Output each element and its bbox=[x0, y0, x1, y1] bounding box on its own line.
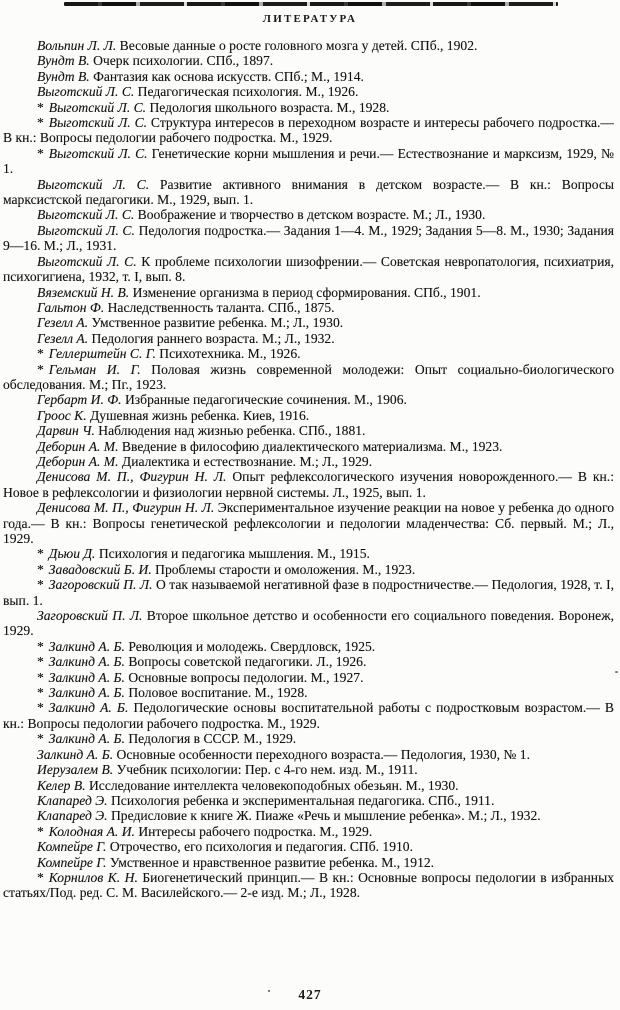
entry-author: Вундт В. bbox=[37, 68, 90, 84]
entry-text: Умственное и нравственное развитие ребенка. М., 1912. bbox=[106, 854, 435, 870]
entry-author: Колодная А. И. bbox=[48, 823, 135, 839]
bib-entry bbox=[3, 747, 614, 762]
bib-entry bbox=[3, 315, 614, 330]
bib-entry bbox=[3, 731, 614, 746]
bib-entry bbox=[3, 100, 614, 115]
entry-star-marker: * bbox=[37, 561, 44, 577]
entry-author: Выготский Л. С. bbox=[37, 222, 135, 238]
bib-entry bbox=[3, 778, 614, 793]
entry-author: Компейре Г. bbox=[37, 839, 107, 855]
entry-text: Основные вопросы педологии. М., 1927. bbox=[124, 669, 364, 685]
entry-text: Отрочество, его психология и педагогия. СПб. 1910. bbox=[106, 839, 413, 855]
entry-author: Денисова М. П., Фигурин Н. Л. bbox=[37, 469, 227, 485]
entry-star-marker: * bbox=[37, 99, 44, 115]
entry-text: Педология в СССР. М., 1929. bbox=[124, 731, 297, 747]
entry-author: Залкинд А. Б. bbox=[48, 669, 125, 685]
entry-text: Очерк психологии. СПб., 1897. bbox=[89, 53, 274, 69]
entry-author: Выготский Л. С. bbox=[37, 84, 135, 100]
bib-entry bbox=[3, 177, 614, 208]
entry-author: Залкинд А. Б. bbox=[48, 654, 125, 670]
bib-entry bbox=[3, 808, 614, 823]
entry-star-marker: * bbox=[37, 638, 44, 654]
bib-entry bbox=[3, 855, 614, 870]
entry-author: Залкинд А. Б. bbox=[48, 685, 125, 701]
entry-text: Педология школьного возраста. М., 1928. bbox=[146, 99, 390, 115]
entry-star-marker: * bbox=[37, 700, 44, 716]
entry-star-marker: * bbox=[37, 577, 44, 593]
bib-entry bbox=[3, 362, 614, 393]
entry-author: Корнилов К. Н. bbox=[48, 869, 138, 885]
entry-text: Половая жизнь современной молодежи: Опыт социально-биологического обследования. М.; Пг., 1923. bbox=[3, 361, 614, 392]
entry-author: Келер В. bbox=[37, 777, 86, 793]
entry-author: Залкинд А. Б. bbox=[48, 638, 125, 654]
entry-author: Деборин А. М. bbox=[37, 453, 119, 469]
bibliography bbox=[3, 38, 614, 901]
bib-entry bbox=[3, 839, 614, 854]
entry-text: Структура интересов в переходном возрасте и интересы рабочего подростка.— В кн.: Вопросы педологии рабочего подростка. М., 1929. bbox=[3, 115, 614, 146]
entry-author: Выготский Л. С. bbox=[37, 253, 137, 269]
entry-text: К проблеме психологии шизофрении.— Советская невропатология, психиатрия, психогигиена, 1932, т. I, вып. 8. bbox=[3, 253, 614, 285]
bib-entry bbox=[3, 608, 614, 639]
entry-star-marker: * bbox=[37, 731, 44, 747]
entry-text: Воображение и творчество в детском возрасте. М.; Л., 1930. bbox=[134, 207, 486, 223]
bib-entry bbox=[3, 346, 614, 361]
entry-text: Биогенетический принцип.— В кн.: Основные вопросы педологии в избранных статьях/Под. ред. С. М. Василейского.— 2-е изд. М.; Л., 1928. bbox=[3, 869, 614, 901]
entry-author: Залкинд А. Б. bbox=[48, 700, 129, 716]
bib-entry bbox=[3, 685, 614, 700]
entry-text: Предисловие к книге Ж. Пиаже «Речь и мышление ребенка». М.; Л., 1932. bbox=[107, 808, 541, 824]
bib-entry bbox=[3, 408, 614, 423]
entry-text: Опыт рефлексологического изучения новорожденного.— В кн.: Новое в рефлексологии и физиологии нервной системы. Л., 1925, вып. 1. bbox=[3, 469, 614, 500]
entry-text: Половое воспитание. М., 1928. bbox=[124, 685, 308, 701]
entry-text: Психотехника. М., 1926. bbox=[155, 346, 301, 362]
bib-entry bbox=[3, 254, 614, 285]
entry-author: Дарвин Ч. bbox=[37, 423, 95, 439]
bib-entry bbox=[3, 577, 614, 608]
bib-entry bbox=[3, 331, 614, 346]
bib-entry bbox=[3, 223, 614, 254]
entry-author: Гезелл А. bbox=[37, 330, 89, 346]
bib-entry bbox=[3, 870, 614, 901]
entry-star-marker: * bbox=[37, 823, 44, 839]
entry-text: Изменение организма в период сформирования. СПб., 1901. bbox=[129, 284, 481, 300]
entry-author: Завадовский Б. И. bbox=[48, 561, 152, 577]
entry-author: Вяземский Н. В. bbox=[37, 284, 130, 300]
entry-star-marker: * bbox=[37, 685, 44, 701]
entry-author: Залкинд А. Б. bbox=[48, 731, 125, 747]
entry-star-marker: * bbox=[37, 361, 44, 377]
entry-text: Интересы рабочего подростка. М., 1929. bbox=[134, 823, 373, 839]
entry-star-marker: * bbox=[37, 669, 44, 685]
entry-text: Введение в философию диалектического материализма. М., 1923. bbox=[118, 438, 503, 454]
entry-star-marker: * bbox=[37, 115, 44, 131]
entry-author: Клапаред Э. bbox=[37, 792, 108, 808]
entry-author: Выготский Л. С. bbox=[48, 145, 148, 161]
entry-text: Развитие активного внимания в детском возрасте.— В кн.: Вопросы марксистской педагогики. М., 1929, вып. 1. bbox=[3, 176, 614, 208]
bib-entry bbox=[3, 392, 614, 407]
entry-author: Дьюи Д. bbox=[48, 546, 96, 562]
entry-author: Вундт В. bbox=[37, 53, 90, 69]
entry-text: Наследственность таланта. СПб., 1875. bbox=[104, 299, 335, 315]
entry-text: Основные особенности переходного возраста.— Педология, 1930, № 1. bbox=[113, 746, 530, 762]
bib-entry bbox=[3, 454, 614, 469]
page-number: 427 bbox=[298, 987, 322, 1002]
entry-author: Выготский Л. С. bbox=[48, 115, 148, 131]
bib-entry bbox=[3, 824, 614, 839]
page-header-title: ЛИТЕРАТУРА bbox=[262, 13, 358, 25]
bib-entry bbox=[3, 469, 614, 500]
bib-entry bbox=[3, 69, 614, 84]
entry-text: Генетические корни мышления и речи.— Естествознание и марксизм, 1929, № 1. bbox=[3, 145, 614, 177]
entry-text: Психология ребенка и экспериментальная педагогика. СПб., 1911. bbox=[107, 792, 495, 808]
entry-text: Учебник психологии: Пер. с 4-го нем. изд. М., 1911. bbox=[113, 762, 418, 778]
entry-author: Гроос К. bbox=[37, 407, 87, 423]
bib-entry bbox=[3, 639, 614, 654]
bib-entry bbox=[3, 500, 614, 546]
bib-entry bbox=[3, 285, 614, 300]
entry-author: Деборин А. М. bbox=[37, 438, 119, 454]
entry-author: Загоровский П. Л. bbox=[48, 577, 153, 593]
entry-author: Выготский Л. С. bbox=[37, 207, 135, 223]
bib-entry bbox=[3, 700, 614, 731]
bib-entry bbox=[3, 84, 614, 99]
scan-speck bbox=[615, 671, 618, 673]
entry-text: Революция и молодежь. Свердловск, 1925. bbox=[124, 638, 376, 654]
top-rule-divider bbox=[64, 2, 558, 6]
bib-entry bbox=[3, 146, 614, 177]
bib-entry bbox=[3, 300, 614, 315]
bib-entry bbox=[3, 562, 614, 577]
entry-text: Исследование интеллекта человекоподобных обезьян. М., 1930. bbox=[85, 777, 459, 793]
entry-text: Психология и педагогика мышления. М., 1915. bbox=[95, 546, 370, 562]
bib-entry bbox=[3, 654, 614, 669]
bib-entry bbox=[3, 670, 614, 685]
entry-text: Экспериментальное изучение реакции на новое у ребенка до одного года.— В кн.: Вопросы генетической рефлексологии и педологии младенчества: Сб. первый. М.; Л., 1929. bbox=[3, 500, 614, 546]
entry-star-marker: * bbox=[37, 869, 44, 885]
entry-text: Фантазия как основа искусств. СПб.; М., 1914. bbox=[89, 68, 364, 84]
entry-author: Денисова М. П., Фигурин Н. Л. bbox=[37, 500, 215, 516]
entry-text: О так называемой негативной фазе в подростничестве.— Педология, 1928, т. I, вып. 1. bbox=[3, 577, 614, 608]
bib-entry bbox=[3, 207, 614, 222]
entry-author: Гельман И. Г. bbox=[48, 361, 141, 377]
entry-text: Педологические основы воспитательной работы с подростковым возрастом.— В кн.: Вопросы педологии рабочего подростка. М., 1929. bbox=[3, 700, 614, 731]
entry-star-marker: * bbox=[37, 145, 44, 161]
entry-text: Душевная жизнь ребенка. Киев, 1916. bbox=[86, 407, 310, 423]
bib-entry bbox=[3, 53, 614, 68]
entry-author: Гербарт И. Ф. bbox=[37, 392, 122, 408]
bib-entry bbox=[3, 439, 614, 454]
entry-author: Выготский Л. С. bbox=[37, 176, 150, 192]
entry-author: Загоровский П. Л. bbox=[37, 608, 143, 624]
bib-entry bbox=[3, 793, 614, 808]
bib-entry bbox=[3, 423, 614, 438]
entry-author: Гальтон Ф. bbox=[37, 299, 105, 315]
entry-text: Диалектика и естествознание. М.; Л., 1929. bbox=[118, 453, 373, 469]
entry-star-marker: * bbox=[37, 546, 44, 562]
bib-entry bbox=[3, 115, 614, 146]
bib-entry bbox=[3, 38, 614, 53]
entry-text: Второе школьное детство и особенности его социального поведения. Воронеж, 1929. bbox=[3, 608, 614, 639]
entry-star-marker: * bbox=[37, 654, 44, 670]
entry-text: Избранные педагогические сочинения. М., 1906. bbox=[121, 392, 407, 408]
entry-text: Вопросы советской педагогики. Л., 1926. bbox=[124, 654, 367, 670]
entry-author: Иерузалем В. bbox=[37, 762, 114, 778]
entry-text: Наблюдения над жизнью ребенка. СПб., 1881. bbox=[94, 423, 366, 439]
entry-text: Проблемы старости и омоложения. М., 1923. bbox=[151, 561, 416, 577]
entry-text: Умственное развитие ребенка. М.; Л., 1930. bbox=[88, 315, 344, 331]
entry-author: Геллерштейн С. Г. bbox=[48, 346, 156, 362]
entry-text: Педагогическая психология. М., 1926. bbox=[134, 84, 359, 100]
entry-text: Педология подростка.— Задания 1—4. М., 1929; Задания 5—8. М., 1930; Задания 9—16. М.; Л., 1931. bbox=[3, 222, 614, 254]
bib-entry bbox=[3, 546, 614, 561]
entry-text: Весовые данные о росте головного мозга у детей. СПб., 1902. bbox=[116, 38, 478, 53]
entry-author: Компейре Г. bbox=[37, 854, 107, 870]
entry-author: Залкинд А. Б. bbox=[37, 746, 114, 762]
entry-star-marker: * bbox=[37, 346, 44, 362]
bib-entry bbox=[3, 762, 614, 777]
entry-author: Выготский Л. С. bbox=[48, 99, 147, 115]
entry-author: Вольпин Л. Л. bbox=[37, 38, 117, 53]
entry-author: Гезелл А. bbox=[37, 315, 89, 331]
entry-author: Клапаред Э. bbox=[37, 808, 108, 824]
entry-text: Педология раннего возраста. М.; Л., 1932. bbox=[88, 330, 335, 346]
